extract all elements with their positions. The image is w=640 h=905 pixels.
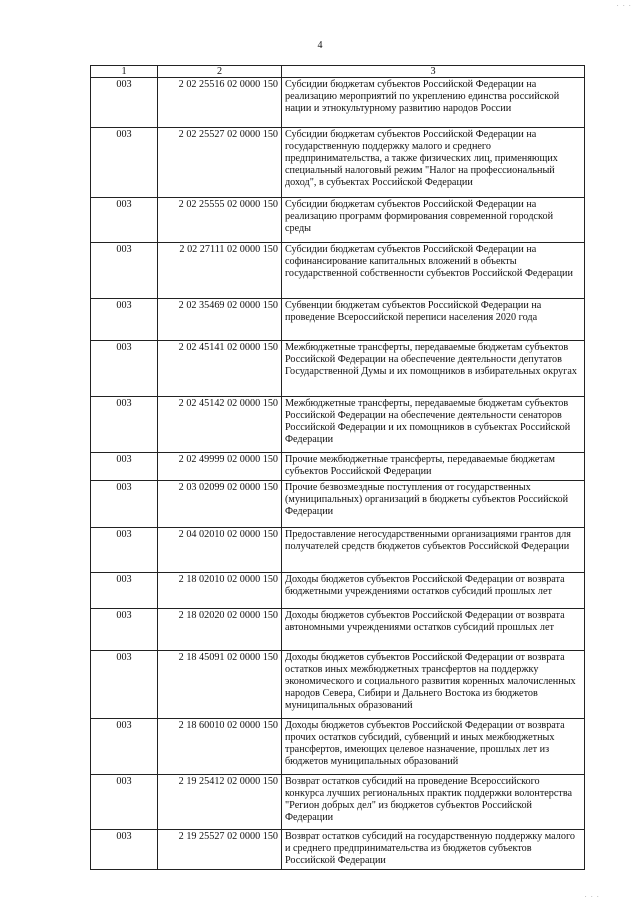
table-row <box>91 198 585 243</box>
budget-code: 2 02 27111 02 0000 150 <box>158 243 282 299</box>
header-col-1: 1 <box>91 66 158 78</box>
budget-code: 2 02 25527 02 0000 150 <box>158 128 282 198</box>
budget-code: 2 19 25412 02 0000 150 <box>158 775 282 830</box>
revenue-name: Межбюджетные трансферты, передаваемые бюджетам субъектов Российской Федерации на обеспечение деятельности сенаторов Российской Федерации и их помощников в субъектах Российской Федерации <box>282 397 585 453</box>
budget-code: 2 02 45141 02 0000 150 <box>158 341 282 397</box>
budget-code: 2 18 45091 02 0000 150 <box>158 651 282 719</box>
admin-code: 003 <box>91 397 158 453</box>
admin-code: 003 <box>91 341 158 397</box>
table-row <box>91 299 585 341</box>
table-row <box>91 341 585 397</box>
revenue-name: Субвенции бюджетам субъектов Российской Федерации на проведение Всероссийской переписи населения 2020 года <box>282 299 585 341</box>
admin-code: 003 <box>91 528 158 573</box>
table-row <box>91 528 585 573</box>
budget-code: 2 02 25555 02 0000 150 <box>158 198 282 243</box>
admin-code: 003 <box>91 78 158 128</box>
revenue-name: Предоставление негосударственными организациями грантов для получателей средств бюджетов субъектов Российской Федерации <box>282 528 585 573</box>
revenue-name: Возврат остатков субсидий на проведение Всероссийского конкурса лучших региональных практик поддержки волонтерства "Регион добрых дел" из бюджетов субъектов Российской Федерации <box>282 775 585 830</box>
admin-code: 003 <box>91 719 158 775</box>
revenue-name: Доходы бюджетов субъектов Российской Федерации от возврата остатков иных межбюджетных трансфертов на поддержку экономического и социального развития коренных малочисленных народов Севера, Сибири и Дальнего Востока из бюджетов муниципальных образований <box>282 651 585 719</box>
budget-code: 2 04 02010 02 0000 150 <box>158 528 282 573</box>
revenue-name: Субсидии бюджетам субъектов Российской Федерации на реализацию мероприятий по укреплению единства российской нации и этнокультурному развитию народов России <box>282 78 585 128</box>
revenue-name: Межбюджетные трансферты, передаваемые бюджетам субъектов Российской Федерации на обеспечение деятельности депутатов Государственной Думы и их помощников в избирательных округах <box>282 341 585 397</box>
page-number: 4 <box>317 40 323 51</box>
admin-code: 003 <box>91 128 158 198</box>
admin-code: 003 <box>91 609 158 651</box>
table-row <box>91 128 585 198</box>
budget-code: 2 02 49999 02 0000 150 <box>158 453 282 481</box>
revenue-name: Субсидии бюджетам субъектов Российской Федерации на софинансирование капитальных вложений в объекты государственной собственности субъектов Российской Федерации <box>282 243 585 299</box>
header-col-3: 3 <box>282 66 585 78</box>
admin-code: 003 <box>91 198 158 243</box>
revenue-name: Доходы бюджетов субъектов Российской Федерации от возврата бюджетными учреждениями остатков субсидий прошлых лет <box>282 573 585 609</box>
budget-code: 2 02 45142 02 0000 150 <box>158 397 282 453</box>
budget-code: 2 18 02020 02 0000 150 <box>158 609 282 651</box>
revenue-codes-table <box>90 65 585 870</box>
corner-mark-top: · · · <box>616 2 632 10</box>
budget-code: 2 02 35469 02 0000 150 <box>158 299 282 341</box>
admin-code: 003 <box>91 243 158 299</box>
budget-code: 2 18 02010 02 0000 150 <box>158 573 282 609</box>
admin-code: 003 <box>91 453 158 481</box>
admin-code: 003 <box>91 299 158 341</box>
table-header-row <box>91 66 585 78</box>
revenue-name: Доходы бюджетов субъектов Российской Федерации от возврата прочих остатков субсидий, субвенций и иных межбюджетных трансфертов, имеющих целевое назначение, прошлых лет из бюджетов муниципальных образований <box>282 719 585 775</box>
corner-mark-bottom: · · · <box>584 893 600 901</box>
revenue-name: Прочие безвозмездные поступления от государственных (муниципальных) организаций в бюджеты субъектов Российской Федерации <box>282 481 585 528</box>
admin-code: 003 <box>91 481 158 528</box>
budget-code: 2 03 02099 02 0000 150 <box>158 481 282 528</box>
table-row <box>91 719 585 775</box>
admin-code: 003 <box>91 651 158 719</box>
budget-code: 2 02 25516 02 0000 150 <box>158 78 282 128</box>
budget-code: 2 19 25527 02 0000 150 <box>158 830 282 870</box>
revenue-name: Возврат остатков субсидий на государственную поддержку малого и среднего предпринимательства из бюджетов субъектов Российской Федерации <box>282 830 585 870</box>
table-row <box>91 481 585 528</box>
table-row <box>91 453 585 481</box>
budget-code: 2 18 60010 02 0000 150 <box>158 719 282 775</box>
table-row <box>91 397 585 453</box>
table-row <box>91 573 585 609</box>
revenue-name: Субсидии бюджетам субъектов Российской Федерации на государственную поддержку малого и среднего предпринимательства, а также физических лиц, применяющих специальный налоговый режим "Налог на профессиональный доход", в субъектах Российской Федерации <box>282 128 585 198</box>
revenue-name: Субсидии бюджетам субъектов Российской Федерации на реализацию программ формирования современной городской среды <box>282 198 585 243</box>
table-row <box>91 651 585 719</box>
table-row <box>91 775 585 830</box>
revenue-name: Прочие межбюджетные трансферты, передаваемые бюджетам субъектов Российской Федерации <box>282 453 585 481</box>
table-row <box>91 609 585 651</box>
admin-code: 003 <box>91 775 158 830</box>
table-row <box>91 243 585 299</box>
header-col-2: 2 <box>158 66 282 78</box>
table-row <box>91 78 585 128</box>
revenue-name: Доходы бюджетов субъектов Российской Федерации от возврата автономными учреждениями остатков субсидий прошлых лет <box>282 609 585 651</box>
admin-code: 003 <box>91 830 158 870</box>
table-row <box>91 830 585 870</box>
admin-code: 003 <box>91 573 158 609</box>
